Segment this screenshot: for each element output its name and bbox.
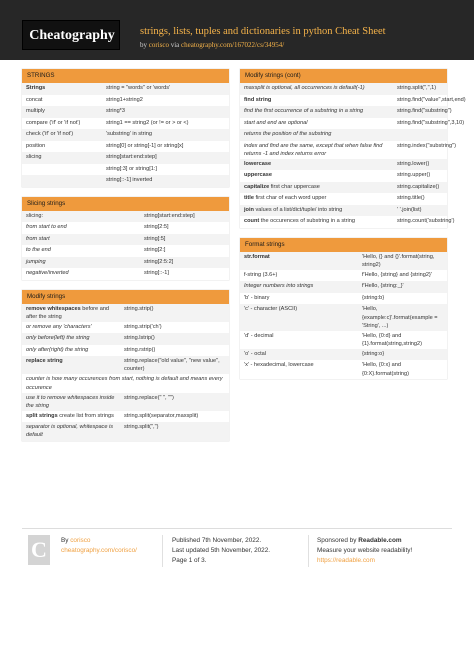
row-value: {string:o}: [362, 350, 385, 357]
table-row: [22, 333, 229, 345]
table-row: [22, 257, 229, 269]
modify-cont-rows: [240, 83, 466, 228]
row-value: string.count('substring'): [397, 218, 455, 225]
row-value: string.find("substring"): [397, 108, 452, 114]
row-note: counter is how many occurences from start, nothing is default and means every occurence: [26, 376, 223, 391]
row-value: 'substring' in string: [106, 131, 152, 137]
table-row: [22, 164, 229, 176]
byline-by: by: [140, 41, 147, 49]
section-slicing: [22, 197, 229, 280]
section-heading: Format strings: [240, 238, 447, 252]
table-row: [240, 83, 447, 95]
row-value: string[::-1]: [144, 270, 169, 276]
key-bold: join: [244, 206, 254, 213]
page-number: Page 1 of 3.: [172, 557, 207, 564]
key-bold: count: [244, 218, 260, 225]
section-modify-cont: [240, 69, 466, 228]
row-value: string.index("substring"): [397, 142, 456, 149]
row-value: string.strip(): [124, 305, 154, 312]
row-key: [26, 305, 124, 321]
footer-author-url[interactable]: cheatography.com/corisco/: [61, 547, 137, 554]
row-value: 'Hello, {0:d} and {1}.format(string,string2): [362, 332, 423, 347]
table-row: [240, 281, 447, 293]
row-key: compare ('if' or 'if not'): [26, 119, 81, 126]
table-row: [240, 349, 447, 361]
table-row: [22, 83, 229, 95]
table-row: [240, 252, 447, 270]
sponsor-label: Sponsored by: [317, 537, 359, 544]
right-column: [240, 69, 466, 389]
row-value: 'Hello, {} and {}'.format(string, string2): [362, 253, 435, 268]
key-rest: first char uppercase: [269, 183, 320, 190]
row-value: string.find("value",start,end): [397, 96, 466, 103]
table-row: [22, 234, 229, 246]
row-value: string[2:5]: [144, 224, 169, 230]
table-row: [240, 159, 447, 171]
footer-author-link[interactable]: corisco: [70, 537, 91, 544]
row-value: string.strip('ch'): [124, 323, 162, 330]
table-row: [240, 106, 452, 118]
row-value: f'Hello, {string} and {string2}': [362, 271, 432, 278]
logo-letter: C: [31, 537, 47, 562]
row-value: string[::-1] inverted: [106, 177, 153, 183]
row-key: 'd' - decimal: [244, 332, 274, 339]
table-row: [240, 141, 456, 159]
table-row: [240, 170, 447, 182]
row-key: Integer numbers into strings: [244, 283, 314, 290]
row-value: string.replace(" ", ""): [124, 394, 174, 401]
table-row: [240, 216, 455, 228]
row-value: string[:5]: [144, 235, 166, 242]
cheatography-logo[interactable]: [22, 20, 120, 50]
published-date: Published 7th November, 2022.: [172, 537, 262, 544]
row-key: negative/inverted: [26, 270, 69, 276]
row-key: 'c' - character (ASCII): [244, 306, 298, 313]
left-column: [22, 69, 229, 451]
row-key: only after(right) the string: [26, 346, 89, 353]
row-note: returns the position of the substring: [244, 131, 332, 137]
row-value: string.upper(): [397, 172, 431, 179]
table-row: [22, 322, 229, 334]
table-row: [240, 193, 447, 205]
table-row: [22, 95, 229, 107]
table-row: [22, 411, 229, 423]
key-rest: the occurences of substring in a string: [259, 218, 356, 225]
row-value: string1 == string2 (or != or > or <): [106, 119, 189, 126]
row-key: jumping: [26, 258, 46, 265]
row-value: string.split(",",1): [397, 85, 437, 91]
table-row: [22, 106, 229, 118]
row-key: or remove any 'characters': [26, 323, 92, 330]
key-rest: before and after the string: [26, 305, 110, 320]
key-bold: title: [244, 195, 254, 202]
row-value: string[2:5:2]: [144, 258, 174, 265]
page-header: [0, 0, 474, 60]
key-bold: split strings: [26, 412, 58, 419]
byline: [140, 41, 284, 50]
table-row: [22, 356, 229, 374]
section-strings: [22, 69, 229, 187]
row-key: slicing: [26, 154, 42, 160]
row-key: check ('if' or 'if not'): [26, 131, 74, 137]
row-key: index and find are the same, except that when false find returns -1 and index returns error: [244, 142, 383, 157]
table-row: [22, 345, 229, 357]
row-key: multiply: [26, 108, 45, 114]
key-rest: values of a list/dict/tuple/ into string: [253, 206, 343, 213]
row-key: f-string (3.6+): [244, 271, 278, 278]
table-row: [22, 245, 229, 257]
row-key: str.format: [244, 253, 270, 260]
sponsor-text: Measure your website readability!: [317, 547, 413, 554]
table-row: [22, 222, 229, 234]
section-heading: Modify strings (cont): [240, 69, 447, 83]
row-value: string[2:]: [144, 247, 166, 253]
author-link[interactable]: corisco: [148, 41, 169, 49]
row-key: [244, 206, 397, 214]
section-modify: [22, 290, 229, 441]
format-rows: [240, 252, 447, 379]
table-row: [240, 129, 447, 141]
row-key: lowercase: [244, 160, 272, 167]
row-key: slicing:: [26, 212, 44, 219]
row-value: ' '.join(list): [397, 206, 422, 213]
table-row: [22, 118, 229, 130]
footer-by: By: [61, 537, 71, 544]
row-value: {string:b}: [362, 294, 385, 301]
row-key: from start: [26, 235, 50, 242]
row-value: string.find("substring",3,10): [397, 119, 465, 126]
section-format: [240, 238, 447, 379]
table-row: [22, 304, 229, 322]
row-value: 'Hello, {0:x} and {0:X}.format(string): [362, 362, 409, 377]
page-footer: [22, 528, 452, 574]
table-row: [22, 129, 229, 141]
row-key: uppercase: [244, 172, 272, 179]
modify-rows: [22, 304, 229, 441]
section-heading: Slicing strings: [22, 197, 229, 211]
row-value: string.split(separator,maxsplit): [124, 412, 199, 419]
table-row: [22, 422, 229, 440]
table-row: [22, 175, 229, 187]
row-value: string[start:end:step]: [144, 212, 195, 219]
key-bold: remove whitespaces: [26, 305, 81, 312]
updated-date: Last updated 5th November, 2022.: [172, 547, 271, 554]
row-key: start and end are optional: [244, 119, 308, 126]
row-value: f'Hello, {string:_}': [362, 283, 404, 290]
row-key: Strings: [26, 85, 46, 91]
key-bold: capitalize: [244, 183, 270, 190]
row-value: string.rstrip(): [124, 346, 156, 353]
row-value: string[0] or string[-1] or string[x]: [106, 142, 184, 149]
footer-divider: [162, 535, 163, 567]
row-key: 'o' - octal: [244, 350, 267, 357]
row-key: find string: [244, 96, 272, 103]
row-value: string.replace("old value", "new value", counter): [124, 358, 220, 373]
table-row: [22, 393, 229, 411]
sponsor-name-link[interactable]: Readable.com: [358, 537, 402, 544]
strings-rows: [22, 83, 229, 187]
cheatography-c-logo: [28, 535, 50, 565]
footer-by-line: [61, 536, 137, 546]
row-key: 'b' - binary: [244, 294, 270, 301]
row-key: use it to remove whitespaces inside the string: [26, 394, 115, 409]
row-value: string[:3] or string[1:]: [106, 165, 157, 172]
table-row: [22, 211, 229, 223]
row-value: string.capitalize(): [397, 183, 440, 190]
slicing-rows: [22, 211, 229, 280]
table-row: [240, 360, 447, 378]
table-row: [240, 205, 447, 217]
row-key: maxsplit is optional, all occurrences is default(-1): [244, 85, 365, 91]
row-value: string[start:end:step]: [106, 154, 157, 160]
page-title: strings, lists, tuples and dictionaries in python Cheat Sheet: [140, 26, 386, 37]
table-row: [240, 293, 447, 305]
row-key: replace string: [26, 358, 63, 365]
row-key: only before(left) the string: [26, 335, 90, 342]
footer-sponsor: [317, 536, 412, 566]
row-key: position: [26, 142, 46, 149]
row-key: from start to end: [26, 224, 67, 230]
row-key: separator is optional, whitespace is default: [26, 424, 114, 439]
table-row: [22, 374, 229, 392]
section-heading: STRINGS: [22, 69, 229, 83]
key-rest: create list from strings: [57, 412, 114, 419]
table-row: [240, 95, 466, 107]
footer-divider: [308, 535, 309, 567]
row-key: [244, 194, 397, 202]
row-key: to the end: [26, 247, 51, 253]
logo-text: Cheatography: [29, 28, 115, 43]
row-value: 'Hello, {example:c}'.format(example = 'String', ...): [362, 306, 438, 329]
sheet-url-link[interactable]: cheatography.com/167022/cs/34954/: [181, 41, 285, 49]
byline-via: via: [170, 41, 180, 49]
section-heading: Modify strings: [22, 290, 229, 304]
row-value: string.title(): [397, 195, 425, 202]
row-value: string = "words" or 'words': [106, 85, 171, 91]
table-row: [240, 118, 465, 130]
row-value: string*3: [106, 108, 125, 114]
table-row: [22, 152, 229, 164]
footer-dates: [172, 536, 270, 566]
row-key: [244, 217, 397, 225]
row-key: [244, 183, 397, 191]
table-row: [240, 304, 447, 330]
row-value: string.lower(): [397, 160, 430, 167]
table-row: [22, 141, 229, 153]
table-row: [240, 182, 447, 194]
sponsor-url-link[interactable]: https://readable.com: [317, 557, 375, 564]
row-key: 'x' - hexadecimal, lowercase: [244, 362, 314, 369]
row-value: string.lstrip(): [124, 335, 155, 342]
row-value: string.split(","): [124, 424, 159, 431]
table-row: [22, 268, 229, 280]
row-value: string1+string2: [106, 96, 143, 103]
row-key: concat: [26, 96, 43, 103]
table-row: [240, 270, 447, 282]
row-key: [26, 412, 124, 420]
key-rest: first char of each word upper: [253, 195, 327, 202]
row-key: find the first occurrence of a substring in a string: [244, 108, 364, 114]
footer-author: [61, 536, 137, 556]
sponsor-line: [317, 536, 412, 546]
table-row: [240, 331, 447, 349]
